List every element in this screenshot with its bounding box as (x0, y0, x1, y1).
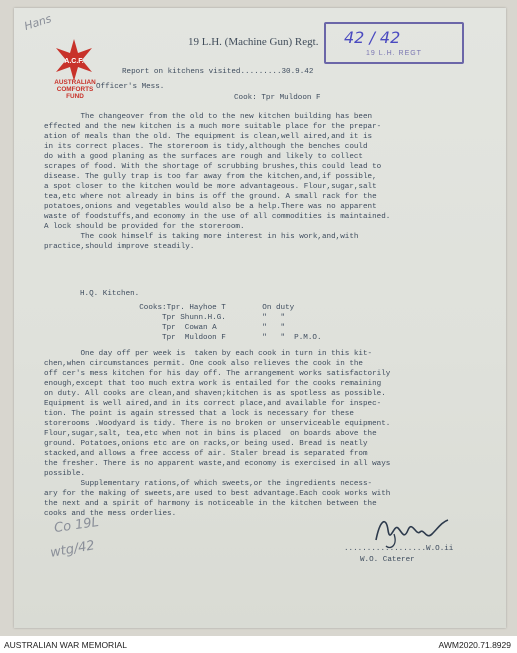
section2-line: storerooms .Woodyard is tidy. There is no broken or unserviceable equipment. (44, 420, 391, 428)
section2-line: possible. (44, 470, 86, 478)
section2-line: the next and a spirit of harmony is noticeable in the kitchen between the (44, 500, 377, 508)
document-sheet (14, 8, 506, 628)
section1-line: A lock should be provided for the storeroom. (44, 223, 245, 231)
section2-line: on duty. All cooks are clean,and shaven;kitchen is as spotless as possible. (44, 390, 386, 398)
section2-line: Supplementary rations,of which sweets,or the ingredients necess- (44, 480, 373, 488)
roster-line: Tpr Cowan A " " (80, 324, 286, 332)
section1-line: scrapes of food. With the shortage of scrubbing brushes,this could lead to (44, 163, 382, 171)
corner-pencil-note: Hans (22, 12, 54, 33)
section1-line: do with a good planing as the surfaces are rough and likely to collect (44, 153, 363, 161)
signature-line: ..................W.O.ii (344, 545, 454, 553)
section1-line: ation of meals than the old. The equipment is clean,well aired,and it is (44, 133, 373, 141)
roster-line: Tpr Shunn.H.G. " " (80, 314, 286, 322)
section1-line: The cook himself is taking more interest in his work,and,with (44, 233, 359, 241)
section1-line: effected and the new kitchen is a much more suitable place for the prepar- (44, 123, 382, 131)
registry-stamp (324, 22, 464, 64)
section1-line: a spot closer to the kitchen would be more advantageous. Flour,sugar,salt (44, 183, 377, 191)
signature-scrawl (368, 510, 458, 550)
section2-line: Flour,sugar,salt, tea,etc when not in bins is placed on boards above the (44, 430, 377, 438)
stamp-label: 19 L.H. REGT (366, 50, 422, 57)
section1-heading: Officer's Mess. (96, 83, 165, 91)
section2-line: cooks and the mess orderlies. (44, 510, 177, 518)
stamp-number: 42 / 42 (344, 28, 401, 47)
section1-line: tea,etc where not already in bins is off the ground. A small rack for the (44, 193, 377, 201)
margin-note-1: Co 19L (53, 514, 100, 537)
section1-cook: Cook: Tpr Muldoon F (234, 94, 321, 102)
section2-line: enough,except that too much extra work is entailed for the cooks remaining (44, 380, 382, 388)
section2-line: chen,when circumstances permit. One cook also relieves the cook in the (44, 360, 363, 368)
section2-line: stacked,and allows a free access of air. Staler bread is separated from (44, 450, 368, 458)
fund-name: AUSTRALIAN COMFORTS FUND (54, 79, 96, 101)
archive-footer (0, 636, 517, 653)
section1-line: practice,should improve steadily. (44, 243, 195, 251)
unit-header: 19 L.H. (Machine Gun) Regt. (188, 36, 319, 48)
margin-note-2: wtg/42 (49, 538, 96, 561)
section2-line: One day off per week is taken by each cook in turn in this kit- (44, 350, 373, 358)
roster-line: Tpr Muldoon F " " P.M.O. (80, 334, 322, 342)
section2-line: tion. The point is again stressed that a lock is necessary for these (44, 410, 354, 418)
section1-line: The changeover from the old to the new kitchen building has been (44, 113, 373, 121)
section2-line: Equipment is well aired,and in its correct place,and available for inspec- (44, 400, 382, 408)
roster-line: Cooks:Tpr. Hayhoe T On duty (80, 304, 295, 312)
footer-institution: AUSTRALIAN WAR MEMORIAL (4, 640, 127, 650)
section2-heading: H.Q. Kitchen. (80, 290, 140, 298)
section1-line: in its correct places. The storeroom is tidy,although the benches could (44, 143, 368, 151)
star-text: A.C.F. (64, 58, 84, 65)
section2-line: ary for the making of sweets,are used to best advantage.Each cook works with (44, 490, 391, 498)
section1-line: disease. The gully trap is too far away from the kitchen,and,if possible, (44, 173, 377, 181)
section2-line: the fresher. There is no apparent waste,and economy is exercised in all ways (44, 460, 391, 468)
section1-line: waste of foodstuffs,and economy in the use of all commodities is maintained. (44, 213, 391, 221)
acf-star-icon (52, 38, 96, 82)
signature-title: W.O. Caterer (360, 556, 415, 564)
footer-accession: AWM2020.71.8929 (438, 640, 511, 650)
report-subject: Report on kitchens visited.........30.9.42 (122, 68, 314, 76)
section2-line: off cer's mess kitchen for his day off. The arrangement works satisfactorily (44, 370, 391, 378)
section2-line: ground. Potatoes,onions etc are on racks,or being used. Bread is neatly (44, 440, 368, 448)
section1-line: potatoes,onions and vegetables would also be a help.There was no apparent (44, 203, 377, 211)
